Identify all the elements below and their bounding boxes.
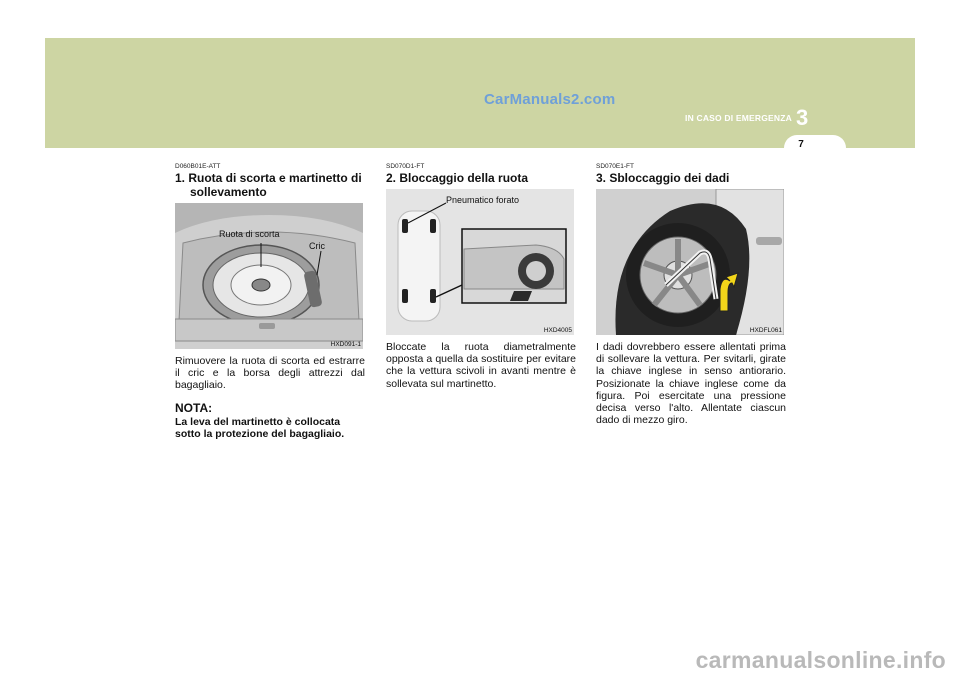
figure-code: HXDFL061	[749, 327, 782, 334]
section-wheel-blocking	[386, 163, 576, 390]
section-loosen-nuts	[596, 163, 786, 426]
section-body: Rimuovere la ruota di scorta ed estrarre il cric e la borsa degli attrezzi dal bagagliaio.	[175, 355, 365, 392]
figure-code: HXD091-1	[330, 341, 361, 348]
trunk-illustration	[175, 203, 363, 349]
section-code: SD070D1-FT	[386, 163, 425, 170]
section-code: D060B01E-ATT	[175, 163, 221, 170]
callout-jack: Cric	[309, 241, 325, 251]
figure-trunk-spare-wheel	[175, 203, 363, 349]
footer-watermark[interactable]: carmanualsonline.info	[695, 647, 946, 673]
section-body: I dadi dovrebbero essere allentati prima di sollevare la vettura. Per svitarli, girate la chiave inglese in senso antiorario. Posizionate la chiave inglese come da figura. Poi esercitate una pressione decisa verso l'alto. Allentate ciascun dado di mezzo giro.	[596, 341, 786, 427]
callout-flat-tire: Pneumatico forato	[446, 195, 520, 205]
figure-loosen-nuts	[596, 189, 784, 335]
chapter-label: IN CASO DI EMERGENZA	[685, 113, 792, 123]
section-body: Bloccate la ruota diametralmente opposta a quella da sostituire per evitare che la vettura scivoli in avanti mentre è sollevata sul martinetto.	[386, 341, 576, 390]
callout-spare-wheel: Ruota di scorta	[219, 229, 280, 239]
section-spare-wheel	[175, 163, 365, 441]
figure-code: HXD4005	[543, 327, 572, 334]
page-number: 7	[798, 139, 804, 150]
note-title: NOTA:	[175, 400, 213, 415]
wheel-wrench-illustration	[596, 189, 784, 335]
section-title: 3. Sbloccaggio dei dadi	[596, 171, 730, 185]
wheel-block-illustration	[386, 189, 574, 335]
chapter-number: 3	[796, 105, 809, 130]
note-text: La leva del martinetto è collocata sotto la protezione del bagagliaio.	[175, 415, 345, 441]
figure-wheel-block	[386, 189, 574, 335]
header-band	[45, 38, 915, 148]
section-code: SD070E1-FT	[596, 163, 634, 170]
section-title: 2. Bloccaggio della ruota	[386, 171, 529, 185]
page-tab	[784, 135, 846, 161]
site-watermark[interactable]: CarManuals2.com	[484, 91, 616, 108]
section-title: 1. Ruota di scorta e martinetto di sollevamento	[175, 171, 362, 199]
